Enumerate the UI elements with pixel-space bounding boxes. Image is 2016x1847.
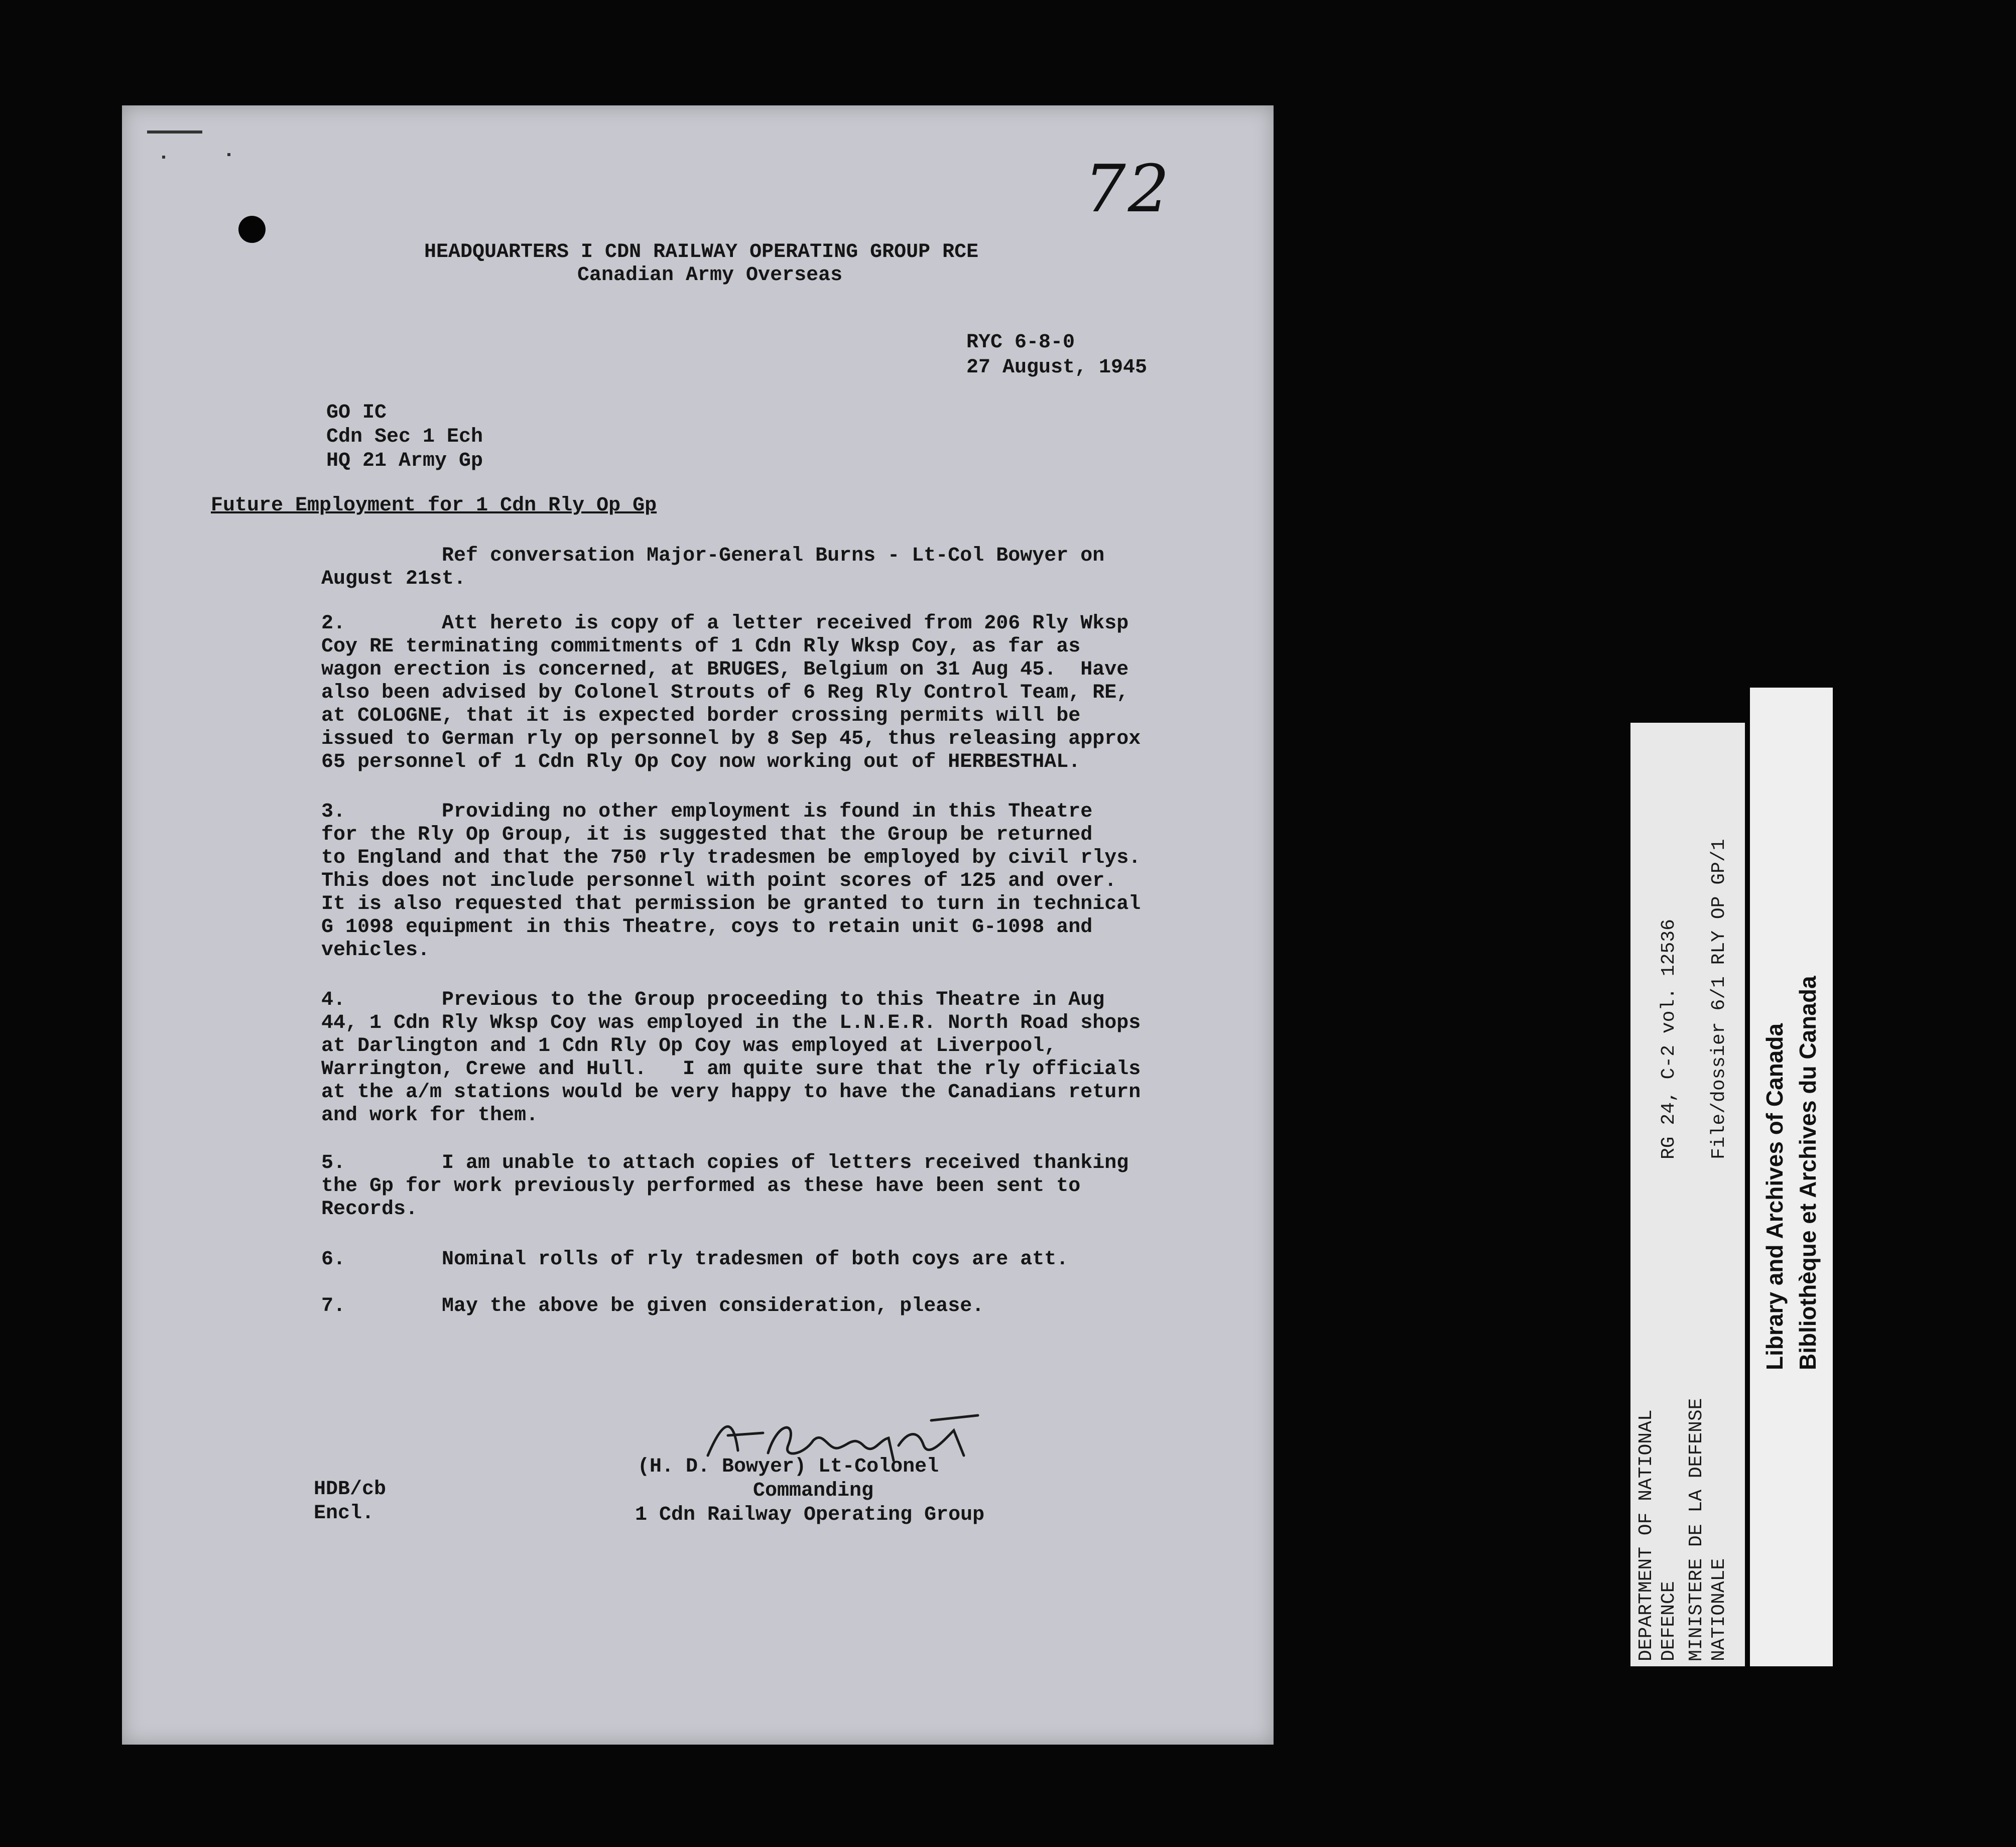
paragraph-7: 7. May the above be given consideration, please. — [321, 1295, 984, 1317]
corner-mark — [147, 130, 202, 134]
file-dossier-reference: File/dossier 6/1 RLY OP GP/1 — [1708, 839, 1730, 1159]
body-line: to England and that the 750 rly tradesmen be employed by civil rlys. — [321, 847, 1141, 869]
letterhead-line1: HEADQUARTERS I CDN RAILWAY OPERATING GROUP RCE — [424, 241, 979, 263]
body-line: at COLOGNE, that it is expected border crossing permits will be — [321, 705, 1081, 727]
body-line: at Darlington and 1 Cdn Rly Op Coy was employed at Liverpool, — [321, 1035, 1057, 1058]
archive-reference-label — [1630, 723, 1745, 1666]
body-line: also been advised by Colonel Strouts of 6 Reg Rly Control Team, RE, — [321, 682, 1129, 704]
body-line: August 21st. — [321, 568, 466, 590]
addressee-line: HQ 21 Army Gp — [326, 450, 483, 472]
body-line: and work for them. — [321, 1104, 539, 1127]
enclosure-note: Encl. — [314, 1502, 374, 1525]
body-line: issued to German rly op personnel by 8 Sep 45, thus releasing approx — [321, 728, 1141, 750]
dept-line: NATIONALE — [1708, 1558, 1730, 1661]
body-line: wagon erection is concerned, at BRUGES, Belgium on 31 Aug 45. Have — [321, 658, 1129, 681]
signature-unit: 1 Cdn Railway Operating Group — [635, 1504, 985, 1526]
dept-line: DEFENCE — [1658, 1581, 1680, 1661]
body-line: for the Rly Op Group, it is suggested that the Group be returned — [321, 824, 1093, 846]
body-line: Warrington, Crewe and Hull. I am quite sure that the rly officials — [321, 1058, 1141, 1081]
dept-line: MINISTERE DE LA DEFENSE — [1686, 1398, 1707, 1661]
page-number: 72 — [1084, 151, 1172, 227]
lac-french: Bibliothèque et Archives du Canada — [1795, 976, 1821, 1370]
subject-line: Future Employment for 1 Cdn Rly Op Gp — [211, 494, 657, 517]
body-line: Records. — [321, 1198, 418, 1221]
dept-line: DEPARTMENT OF NATIONAL — [1635, 1409, 1657, 1661]
body-line: the Gp for work previously performed as these have been sent to — [321, 1175, 1081, 1198]
rg-reference: RG 24, C-2 vol. 12536 — [1658, 919, 1680, 1159]
body-line: This does not include personnel with point scores of 125 and over. — [321, 870, 1117, 892]
body-line: 65 personnel of 1 Cdn Rly Op Coy now working out of HERBESTHAL. — [321, 751, 1081, 773]
body-line: 3. Providing no other employment is found in this Theatre — [321, 801, 1093, 823]
letterhead-line2: Canadian Army Overseas — [577, 264, 843, 287]
body-line: Ref conversation Major-General Burns - Lt-Col Bowyer on — [321, 545, 1105, 567]
signature-name: (H. D. Bowyer) Lt-Colonel — [638, 1456, 939, 1478]
punch-hole — [238, 216, 266, 243]
corner-mark — [162, 156, 165, 159]
lac-english: Library and Archives of Canada — [1761, 1023, 1788, 1370]
body-line: 44, 1 Cdn Rly Wksp Coy was employed in the L.N.E.R. North Road shops — [321, 1012, 1141, 1034]
addressee-line: GO IC — [326, 402, 387, 424]
body-line: 4. Previous to the Group proceeding to this Theatre in Aug — [321, 989, 1105, 1011]
body-line: at the a/m stations would be very happy to have the Canadians return — [321, 1081, 1141, 1104]
body-line: Coy RE terminating commitments of 1 Cdn Rly Wksp Coy, as far as — [321, 635, 1081, 658]
file-reference: RYC 6-8-0 — [966, 331, 1075, 354]
signature-title: Commanding — [753, 1480, 874, 1502]
letter-date: 27 August, 1945 — [966, 356, 1148, 379]
body-line: 5. I am unable to attach copies of letters received thanking — [321, 1152, 1129, 1174]
corner-mark — [227, 153, 230, 156]
paragraph-6: 6. Nominal rolls of rly tradesmen of both coys are att. — [321, 1248, 1069, 1271]
body-line: vehicles. — [321, 939, 430, 962]
body-line: It is also requested that permission be granted to turn in technical — [321, 893, 1141, 915]
body-line: G 1098 equipment in this Theatre, coys to retain unit G-1098 and — [321, 916, 1093, 939]
body-line: 2. Att hereto is copy of a letter received from 206 Rly Wksp — [321, 612, 1129, 635]
library-archives-label — [1750, 688, 1833, 1666]
addressee-line: Cdn Sec 1 Ech — [326, 426, 483, 448]
reference-initials: HDB/cb — [314, 1478, 387, 1501]
